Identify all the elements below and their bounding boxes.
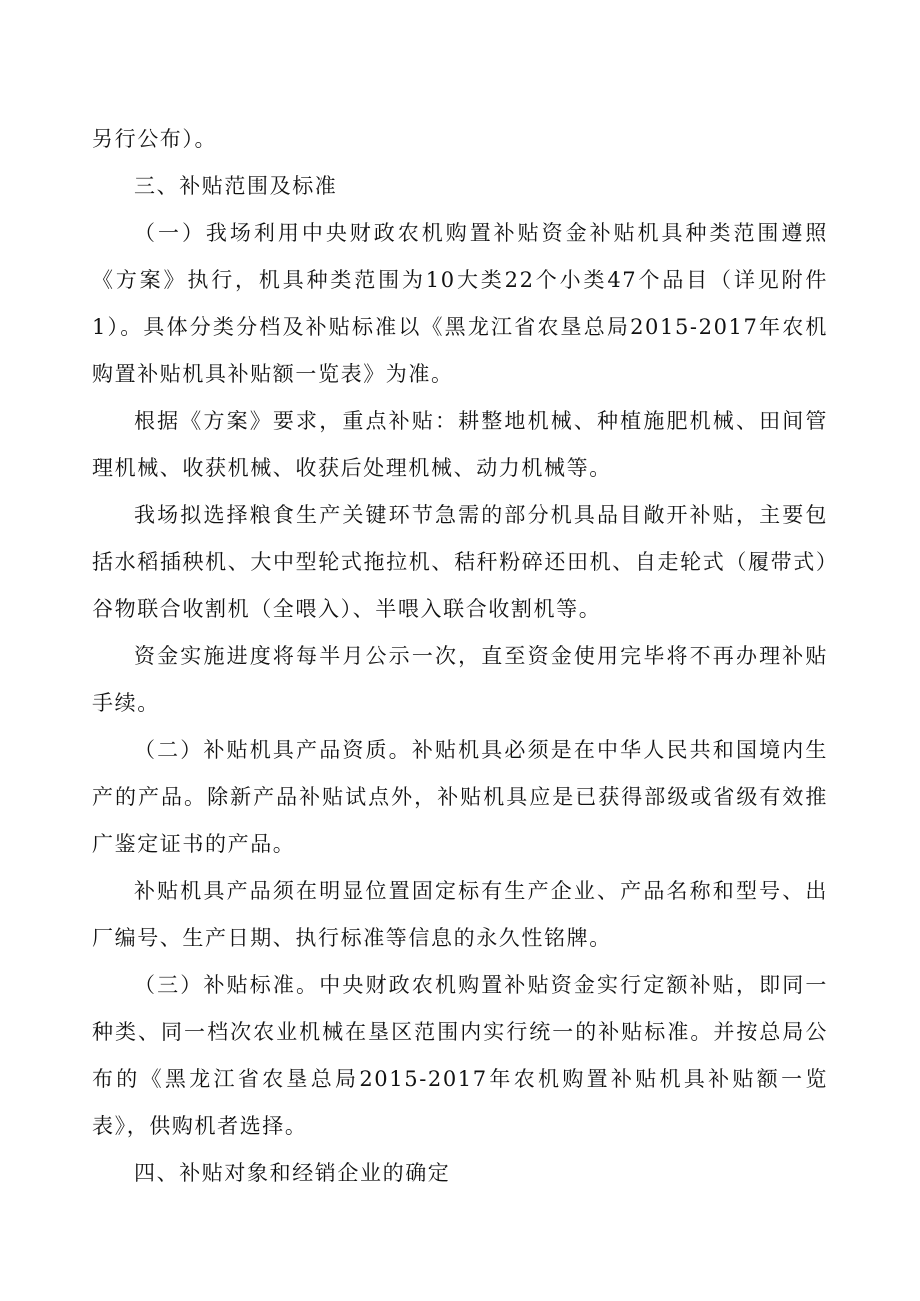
document-body [92,116,828,1197]
section-heading-4: 四、补贴对象和经销企业的确定 [134,1161,451,1185]
paragraph-key-subsidy: 根据《方案》要求，重点补贴：耕整地机械、种植施肥机械、田间管理机械、收获机械、收获后处理机械、动力机械等。 [92,409,828,480]
paragraph-qualification: （二）补贴机具产品资质。补贴机具必须是在中华人民共和国境内生产的产品。除新产品补贴试点外，补贴机具应是已获得部级或省级有效推广鉴定证书的产品。 [92,738,828,856]
paragraph-standard: （三）补贴标准。中央财政农机购置补贴资金实行定额补贴，即同一种类、同一档次农业机械在垦区范围内实行统一的补贴标准。并按总局公布的《黑龙江省农垦总局2015-2017年农机购置补贴机具补贴额一览表》，供购机者选择。 [92,973,828,1138]
paragraph-continuation: 另行公布）。 [92,127,218,151]
paragraph-progress: 资金实施进度将每半月公示一次，直至资金使用完毕将不再办理补贴手续。 [92,644,828,715]
section-heading-3: 三、补贴范围及标准 [134,174,338,198]
paragraph-nameplate: 补贴机具产品须在明显位置固定标有生产企业、产品名称和型号、出厂编号、生产日期、执行标准等信息的永久性铭牌。 [92,879,828,950]
paragraph-scope: （一）我场利用中央财政农机购置补贴资金补贴机具种类范围遵照《方案》执行，机具种类范围为10大类22个小类47个品目（详见附件1）。具体分类分档及补贴标准以《黑龙江省农垦总局2015-2017年农机购置补贴机具补贴额一览表》为准。 [92,221,828,386]
paragraph-selected-items: 我场拟选择粮食生产关键环节急需的部分机具品目敞开补贴，主要包括水稻插秧机、大中型轮式拖拉机、秸秆粉碎还田机、自走轮式（履带式）谷物联合收割机（全喂入）、半喂入联合收割机等。 [92,503,828,621]
